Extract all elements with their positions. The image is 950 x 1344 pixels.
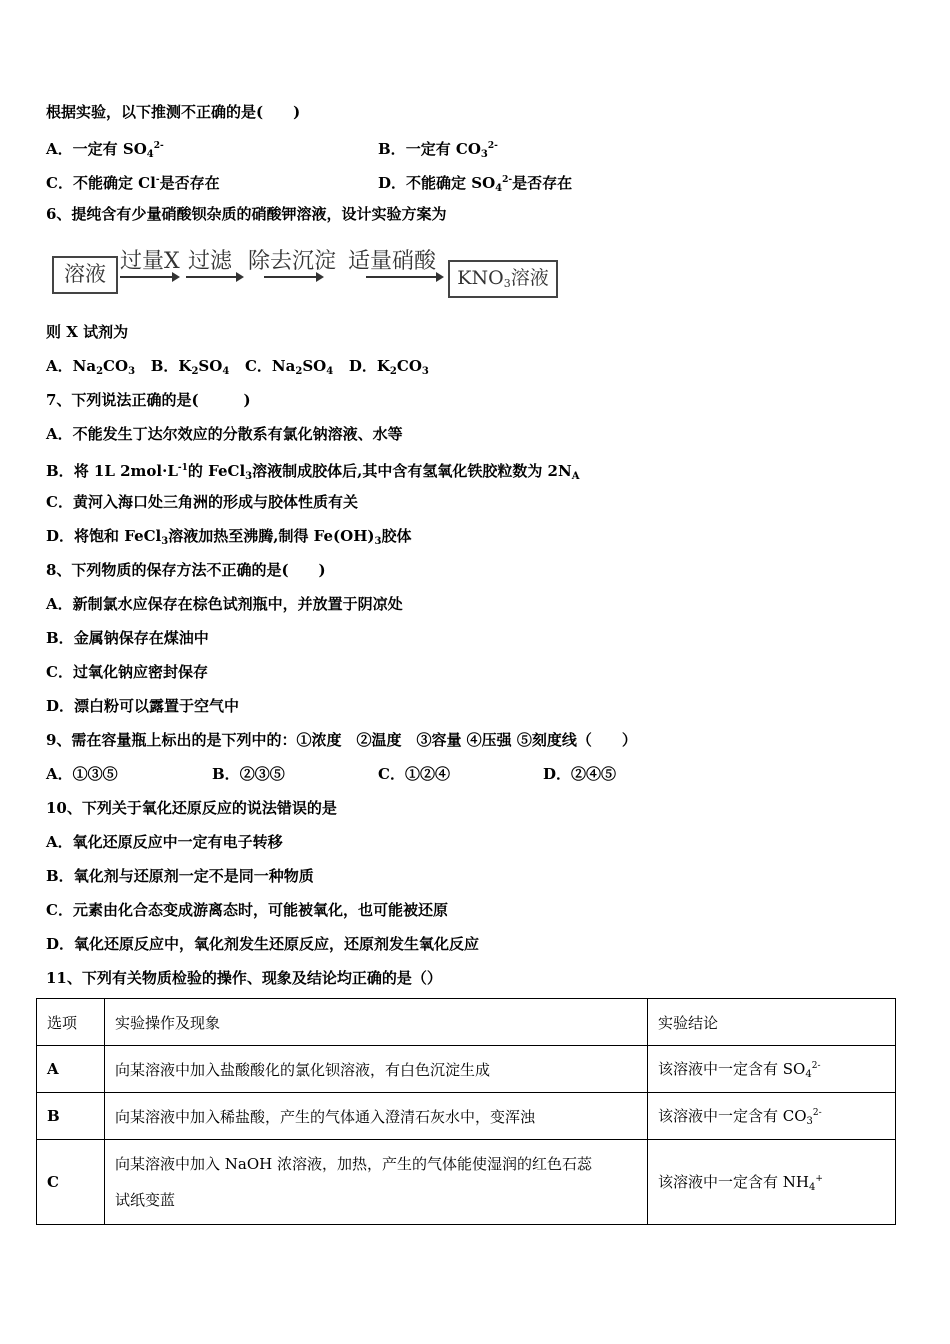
table-row: [37, 1046, 896, 1093]
q5-c-sup: -: [155, 175, 160, 185]
q8-option-d: [46, 696, 239, 716]
q5-a-text: 一定有 SO: [72, 140, 147, 158]
row-b-operation: 向某溶液中加入稀盐酸，产生的气体通入澄清石灰水中，变浑浊: [105, 1093, 648, 1140]
q10-d-text: 氧化还原反应中，氧化剂发生还原反应，还原剂发生氧化反应: [74, 935, 480, 953]
q6-a-label: A．: [46, 357, 73, 375]
q9-a-text: ①③⑤: [72, 765, 118, 783]
q10-c-label: C．: [46, 901, 73, 919]
q7-option-b: [46, 458, 579, 487]
q6-a-s2: 3: [128, 366, 136, 377]
q7-c-label: C．: [46, 493, 73, 511]
flow-arrow-3: [264, 276, 322, 278]
q6-c-s2: 4: [326, 366, 334, 377]
q10-b-text: 氧化剂与还原剂一定不是同一种物质: [73, 867, 314, 885]
q7-a-text: 不能发生丁达尔效应的分散系有氯化钠溶液、水等: [72, 425, 403, 443]
q8-b-text: 金属钠保存在煤油中: [73, 629, 209, 647]
q9-d-text: ②④⑤: [571, 765, 617, 783]
q6-d-s2: 3: [421, 366, 429, 377]
header-operation: 实验操作及现象: [105, 999, 648, 1046]
table-header-row: [37, 999, 896, 1046]
q7-option-d: [46, 526, 411, 552]
q6-options: [46, 356, 429, 382]
q6-c-f2: SO: [302, 357, 327, 375]
q7-b-sub2: A: [571, 471, 580, 482]
q8-c-label: C．: [46, 663, 73, 681]
q6-d-label: D．: [348, 357, 377, 375]
q7-b-sup: -1: [177, 463, 188, 473]
header-conclusion: 实验结论: [648, 999, 896, 1046]
q5-b-label: B．: [378, 140, 406, 158]
q5-d-post: 是否存在: [512, 174, 573, 192]
q9-option-a: [46, 764, 118, 784]
q9-c-text: ①②④: [404, 765, 450, 783]
q8-b-label: B．: [46, 629, 74, 647]
q8-a-label: A．: [46, 595, 73, 613]
q5-b-sub: 3: [480, 149, 488, 160]
q5-d-sub: 4: [495, 183, 503, 194]
row-b-sub: 3: [806, 1116, 813, 1127]
q5-a-sup: 2-: [153, 141, 164, 151]
row-c-conclusion-text: 该溶液中一定含有 NH: [658, 1173, 809, 1191]
row-c-operation: [105, 1140, 648, 1225]
q6-d-f1: K: [376, 357, 390, 375]
q7-c-text: 黄河入海口处三角洲的形成与胶体性质有关: [72, 493, 358, 511]
question-6-stem: 6、提纯含有少量硝酸钡杂质的硝酸钾溶液，设计实验方案为: [46, 205, 447, 223]
question-7-stem: 7、下列说法正确的是( ): [46, 391, 251, 409]
header-option: 选项: [37, 999, 105, 1046]
q10-option-b: [46, 866, 314, 886]
table-row: [37, 1140, 896, 1225]
q9-option-d: [543, 764, 616, 784]
row-a-operation: 向某溶液中加入盐酸酸化的氯化钡溶液，有白色沉淀生成: [105, 1046, 648, 1093]
purification-flow-diagram: [50, 244, 570, 304]
q6-b-label: B．: [150, 357, 179, 375]
row-b-conclusion: [648, 1093, 896, 1140]
q5-c-text: 不能确定 Cl: [72, 174, 156, 192]
q7-a-label: A．: [46, 425, 73, 443]
q6-d-f2: CO: [396, 357, 422, 375]
flow-step-nitric-acid: 适量硝酸: [348, 249, 437, 274]
q7-d-sub: 3: [161, 536, 169, 547]
question-5-intro: 根据实验，以下推测不正确的是( ): [46, 103, 301, 121]
q10-b-label: B．: [46, 867, 74, 885]
q10-d-label: D．: [46, 935, 75, 953]
q5-b-text: 一定有 CO: [405, 140, 481, 158]
q6-a-f2: CO: [103, 357, 129, 375]
flow-step-filter: 过滤: [188, 249, 233, 274]
q8-c-text: 过氧化钠应密封保存: [72, 663, 208, 681]
row-c-operation-line1: 向某溶液中加入 NaOH 浓溶液，加热，产生的气体能使湿润的红色石蕊: [115, 1155, 592, 1173]
q10-option-c: [46, 900, 448, 920]
q7-b-t2: 的 FeCl: [187, 462, 246, 480]
q7-d-t1: 将饱和 FeCl: [74, 527, 162, 545]
row-c-sup: +: [815, 1174, 823, 1184]
q10-option-a: [46, 832, 283, 852]
q6-b-f1: K: [178, 357, 192, 375]
flow-arrow-4: [366, 276, 442, 278]
row-b-option: B: [37, 1093, 105, 1140]
row-c-sub: 4: [808, 1182, 816, 1193]
question-8-stem: 8、下列物质的保存方法不正确的是( ): [46, 561, 326, 579]
flow-end-solution: 溶液: [510, 267, 549, 289]
row-a-sub: 4: [805, 1069, 812, 1080]
q5-b-sup: 2-: [487, 141, 498, 151]
flow-start-box: 溶液: [52, 256, 118, 294]
q5-a-label: A．: [46, 140, 73, 158]
q6-c-f1: Na: [271, 357, 296, 375]
q10-a-text: 氧化还原反应中一定有电子转移: [72, 833, 283, 851]
q6-b-f2: SO: [198, 357, 223, 375]
q6-option-c: [245, 357, 333, 375]
row-a-sup: 2-: [811, 1061, 821, 1071]
q10-c-text: 元素由化合态变成游离态时，可能被氧化，也可能被还原: [72, 901, 448, 919]
q6-c-label: C．: [244, 357, 272, 375]
q5-option-b: [378, 136, 498, 165]
q8-d-text: 漂白粉可以露置于空气中: [74, 697, 240, 715]
row-c-option: C: [37, 1140, 105, 1225]
q8-option-b: [46, 628, 209, 648]
q9-option-b: [212, 764, 285, 784]
q6-ask: 则 X 试剂为: [46, 323, 129, 341]
q7-b-sub: 3: [245, 471, 253, 482]
q5-c-label: C．: [46, 174, 73, 192]
q7-d-t2: 溶液加热至沸腾,制得 Fe(OH): [168, 527, 375, 545]
q8-option-c: [46, 662, 208, 682]
q7-b-t1: 将 1L 2mol·L: [73, 462, 178, 480]
row-a-conclusion: [648, 1046, 896, 1093]
q9-b-label: B．: [212, 765, 240, 783]
q11-table: [36, 998, 896, 1225]
row-c-operation-line2: 试纸变蓝: [115, 1191, 176, 1209]
q7-option-c: [46, 492, 358, 512]
q5-option-d: [378, 170, 572, 199]
flow-arrow-2: [186, 276, 242, 278]
flow-end-formula: KNO: [457, 267, 504, 289]
q7-d-sub2: 3: [374, 536, 382, 547]
q5-c-post: 是否存在: [159, 174, 220, 192]
question-11-stem: 11、下列有关物质检验的操作、现象及结论均正确的是（）: [46, 969, 442, 987]
row-a-conclusion-text: 该溶液中一定含有 SO: [658, 1060, 806, 1078]
q6-c-s1: 2: [295, 366, 303, 377]
flow-step-remove-precipitate: 除去沉淀: [248, 249, 337, 274]
question-10-stem: 10、下列关于氧化还原反应的说法错误的是: [46, 799, 337, 817]
q10-option-d: [46, 934, 479, 954]
q6-b-s1: 2: [191, 366, 199, 377]
q7-b-t3: 溶液制成胶体后,其中含有氢氧化铁胶粒数为 2N: [252, 462, 572, 480]
q6-option-b: [151, 357, 230, 375]
q5-a-sub: 4: [146, 149, 154, 160]
q5-option-a: [46, 136, 164, 165]
q6-option-d: [349, 357, 429, 375]
q7-b-label: B．: [46, 462, 74, 480]
flow-end-box: [448, 260, 558, 298]
q5-d-label: D．: [378, 174, 407, 192]
q9-option-c: [378, 764, 450, 784]
q8-d-label: D．: [46, 697, 75, 715]
q9-d-label: D．: [543, 765, 572, 783]
q5-option-c: [46, 170, 220, 193]
q6-b-s2: 4: [222, 366, 230, 377]
q7-d-t3: 胶体: [381, 527, 412, 545]
q10-a-label: A．: [46, 833, 73, 851]
row-c-conclusion: [648, 1140, 896, 1225]
q6-a-f1: Na: [72, 357, 97, 375]
row-a-option: A: [37, 1046, 105, 1093]
q5-d-sup: 2-: [502, 175, 513, 185]
table-row: [37, 1093, 896, 1140]
row-b-conclusion-text: 该溶液中一定含有 CO: [658, 1107, 807, 1125]
q9-b-text: ②③⑤: [239, 765, 285, 783]
flow-end-sub: 3: [503, 277, 511, 290]
q7-option-a: [46, 424, 403, 444]
q6-d-s1: 2: [389, 366, 397, 377]
q8-option-a: [46, 594, 403, 614]
flow-step-excess-x: 过量X: [120, 249, 180, 274]
question-9-stem: 9、需在容量瓶上标出的是下列中的：①浓度 ②温度 ③容量 ④压强 ⑤刻度线（ ）: [46, 731, 637, 749]
q7-d-label: D．: [46, 527, 75, 545]
flow-arrow-1: [120, 276, 178, 278]
row-b-sup: 2-: [812, 1108, 822, 1118]
q5-d-text: 不能确定 SO: [406, 174, 496, 192]
q8-a-text: 新制氯水应保存在棕色试剂瓶中，并放置于阴凉处: [72, 595, 403, 613]
q6-option-a: [46, 357, 135, 375]
q6-a-s1: 2: [96, 366, 104, 377]
q9-a-label: A．: [46, 765, 73, 783]
q9-c-label: C．: [378, 765, 405, 783]
